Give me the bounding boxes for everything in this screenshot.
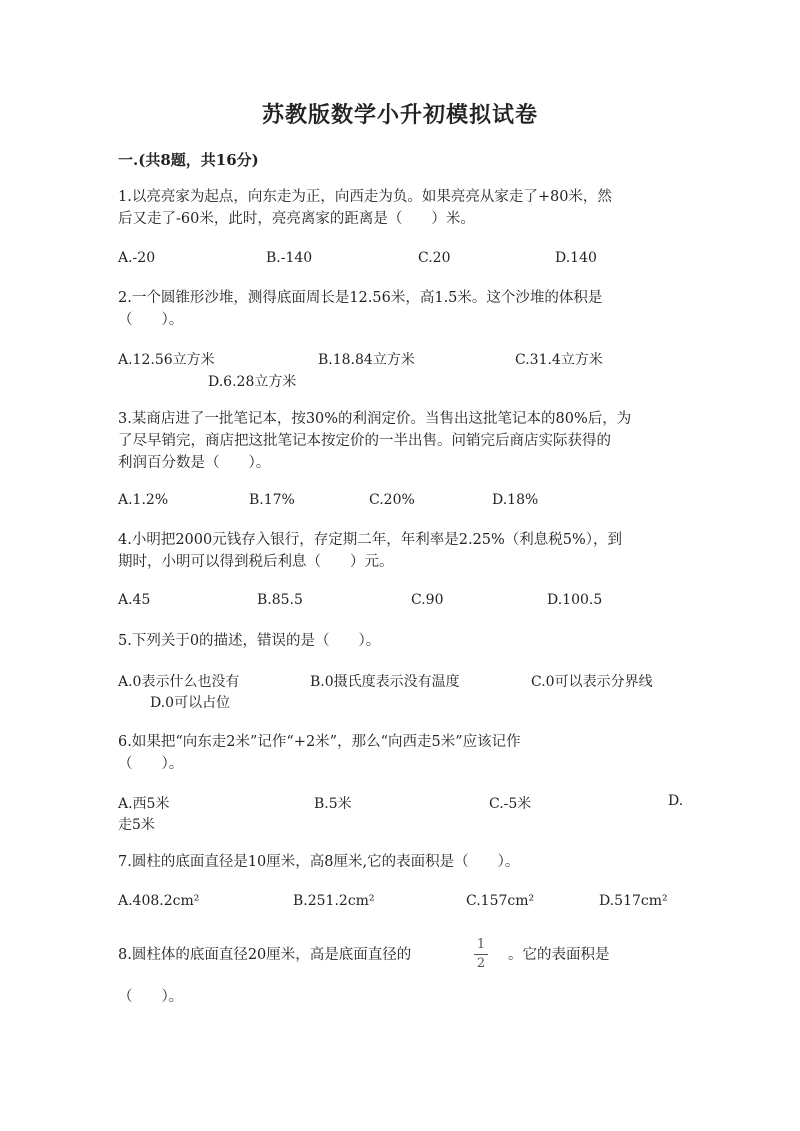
question-6-line-1: 6.如果把“向东走2米”记作“+2米”，那么“向西走5米”应该记作 [118, 734, 521, 750]
question-3-option-a[interactable]: A.1.2% [118, 492, 169, 508]
question-7-option-a[interactable]: A.408.2cm² [118, 893, 200, 909]
question-2-line-1: 2.一个圆锥形沙堆，测得底面周长是12.56米，高1.5米。这个沙堆的体积是 [118, 290, 603, 306]
question-4-option-d[interactable]: D.100.5 [547, 592, 603, 608]
question-7-line-1: 7.圆柱的底面直径是10厘米，高8厘米,它的表面积是（ ）。 [118, 854, 520, 870]
question-3-option-b[interactable]: B.17% [249, 492, 295, 508]
question-4-option-b[interactable]: B.85.5 [257, 592, 303, 608]
question-6-option-d-prefix[interactable]: D. [668, 793, 684, 809]
question-8-line-1: 8.圆柱体的底面直径20厘米，高是底面直径的 [118, 947, 412, 963]
question-5-option-d[interactable]: D.0可以占位 [150, 695, 231, 711]
question-1-option-d[interactable]: D.140 [555, 250, 597, 266]
question-3-line-2: 了尽早销完，商店把这批笔记本按定价的一半出售。问销完后商店实际获得的 [118, 433, 611, 449]
question-1-option-c[interactable]: C.20 [418, 250, 451, 266]
question-2-option-b[interactable]: B.18.84立方米 [318, 352, 415, 368]
question-2-option-a[interactable]: A.12.56立方米 [118, 352, 215, 368]
question-2-option-d[interactable]: D.6.28立方米 [208, 374, 297, 390]
question-3-line-1: 3.某商店进了一批笔记本，按30%的利润定价。当售出这批笔记本的80%后，为 [118, 411, 632, 427]
question-4-option-c[interactable]: C.90 [411, 592, 444, 608]
fraction-denominator: 2 [476, 956, 486, 971]
question-8-line-1-continued: 。它的表面积是 [508, 947, 610, 963]
question-5-option-b[interactable]: B.0摄氏度表示没有温度 [310, 674, 460, 690]
question-2-option-c[interactable]: C.31.4立方米 [515, 352, 603, 368]
question-6-line-2: （ ）。 [118, 756, 184, 772]
question-1-line-2: 后又走了-60米，此时，亮亮离家的距离是（ ）米。 [118, 211, 475, 227]
question-4-line-2: 期时，小明可以得到税后利息（ ）元。 [118, 554, 394, 570]
question-4-option-a[interactable]: A.45 [118, 592, 151, 608]
question-5-option-c[interactable]: C.0可以表示分界线 [531, 674, 653, 690]
question-3-option-d[interactable]: D.18% [492, 492, 539, 508]
page-title: 苏教版数学小升初模拟试卷 [261, 102, 538, 128]
question-4-line-1: 4.小明把2000元钱存入银行，存定期二年，年利率是2.25%（利息税5%），到 [118, 532, 623, 548]
question-2-line-2: （ ）。 [118, 312, 184, 328]
fraction-one-half [474, 938, 488, 971]
question-5-option-a[interactable]: A.0表示什么也没有 [118, 674, 240, 690]
question-3-line-3: 利润百分数是（ ）。 [118, 455, 271, 471]
fraction-bar [474, 954, 488, 955]
question-3-option-c[interactable]: C.20% [369, 492, 415, 508]
question-1-option-b[interactable]: B.-140 [266, 250, 313, 266]
question-5-line-1: 5.下列关于0的描述，错误的是（ ）。 [118, 633, 381, 649]
question-7-option-d[interactable]: D.517cm² [599, 893, 668, 909]
question-7-option-c[interactable]: C.157cm² [466, 893, 535, 909]
question-1-option-a[interactable]: A.-20 [118, 250, 156, 266]
section-heading: 一.(共8题，共16分) [118, 151, 259, 169]
question-8-line-2: （ ）。 [118, 989, 184, 1005]
question-6-option-a[interactable]: A.西5米 [118, 796, 170, 812]
question-1-line-1: 1.以亮亮家为起点，向东走为正，向西走为负。如果亮亮从家走了+80米，然 [118, 189, 612, 205]
fraction-numerator: 1 [476, 937, 486, 952]
question-6-option-c[interactable]: C.-5米 [489, 796, 532, 812]
question-6-option-d-text[interactable]: 走5米 [118, 817, 155, 833]
question-7-option-b[interactable]: B.251.2cm² [293, 893, 375, 909]
question-6-option-b[interactable]: B.5米 [314, 796, 352, 812]
